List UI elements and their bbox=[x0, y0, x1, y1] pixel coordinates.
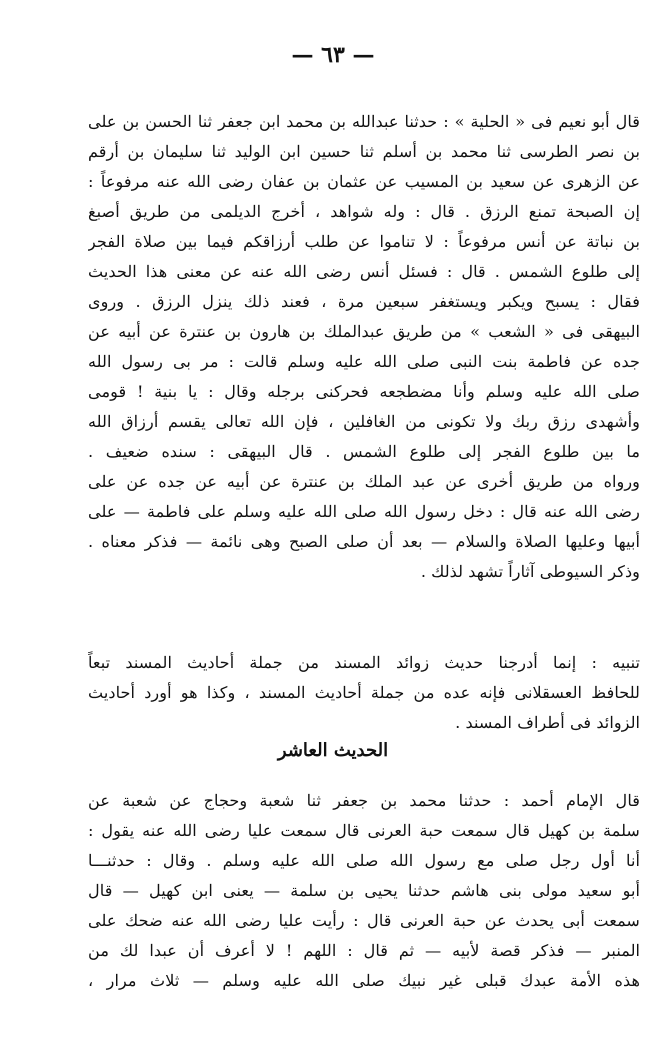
text-line: البيهقى فى « الشعب » من طريق عبدالملك بن هارون بن عنترة عن أبيه عن bbox=[88, 322, 640, 341]
text-line: رضى الله عنه قال : دخل رسول الله صلى الله عليه وسلم على فاطمة — على bbox=[88, 502, 640, 521]
text-line: للحافظ العسقلانى فإنه عده من جملة أحاديث المسند ، وكذا هو أورد أحاديث bbox=[88, 683, 640, 702]
text-line: أبو سعيد مولى بنى هاشم حدثنا يحيى بن سلمة — يعنى ابن كهيل — قال bbox=[88, 881, 640, 900]
hadith-paragraph bbox=[88, 107, 640, 587]
text-line: إن الصبحة تمنع الرزق . قال : وله شواهد ، أخرج الديلمى من طريق أصبغ bbox=[88, 202, 640, 221]
text-line: أبيها وعليها الصلاة والسلام — بعد أن صلى الصبح وهى نائمة — فذكر معناه . bbox=[88, 532, 640, 551]
text-line: قال الإمام أحمد : حدثنا محمد بن جعفر ثنا شعبة وحجاج عن شعبة عن bbox=[88, 791, 640, 810]
text-line: جده عن فاطمة بنت النبى صلى الله عليه وسلم قالت : مر بى رسول الله bbox=[88, 352, 640, 371]
text-line: فقال : يسبح ويكبر ويستغفر سبعين مرة ، فعند ذلك ينزل الرزق . وروى bbox=[88, 292, 640, 311]
text-line: تنبيه : إنما أدرجنا حديث زوائد المسند من جملة أحاديث المسند تبعاً bbox=[88, 653, 640, 672]
text-line: بن نصر الطرسى ثنا محمد بن أسلم ثنا حسين ابن الوليد ثنا سليمان بن أرقم bbox=[88, 142, 640, 161]
text-line: المنبر — فذكر قصة لأبيه — ثم قال : اللهم ! لا أعرف أن عبدا لك من bbox=[88, 941, 640, 960]
page-number: — ٦٣ — bbox=[291, 42, 375, 68]
text-line: الزوائد فى أطراف المسند . bbox=[455, 713, 640, 732]
text-line: صلى الله عليه وسلم وأنا مضطجعه فحركنى برجله وقال : يا بنية ! قومى bbox=[88, 382, 640, 401]
text-line: وأشهدى رزق ربك ولا تكونى من الغافلين ، فإن الله تعالى يقسم أرزاق الله bbox=[88, 412, 640, 431]
text-line: ما بين طلوع الفجر إلى طلوع الشمس . قال البيهقى : سنده ضعيف . bbox=[88, 442, 640, 461]
section-heading: الحديث العاشر bbox=[277, 740, 389, 761]
text-line: أنا أول رجل صلى مع رسول الله صلى الله عليه وسلم . وقال : حدثنـــا bbox=[88, 851, 640, 870]
text-line: قال أبو نعيم فى « الحلية » : حدثنا عبدالله بن محمد ابن جعفر ثنا الحسن بن على bbox=[88, 112, 640, 131]
text-line: وذكر السيوطى آثاراً تشهد لذلك . bbox=[420, 562, 640, 581]
text-line: سمعت أبى يحدث عن حبة العرنى قال : رأيت عليا رضى الله عنه ضحك على bbox=[88, 911, 640, 930]
text-line: بن نباتة عن أنس مرفوعاً : لا تناموا عن طلب أرزاقكم فيما بين صلاة الفجر bbox=[88, 232, 640, 251]
text-line: سلمة بن كهيل قال سمعت حبة العرنى قال سمعت عليا رضى الله عنه يقول : bbox=[88, 821, 640, 840]
text-line: هذه الأمة عبدك قبلى غير نبيك صلى الله عليه وسلم — ثلاث مرار ، bbox=[88, 971, 640, 990]
text-line: ورواه من طريق أخرى عن عبد الملك بن عنترة عن أبيه عن جده عن على bbox=[88, 472, 640, 491]
text-line: عن الزهرى عن سعيد بن المسيب عن عثمان بن عفان رضى الله عنه مرفوعاً : bbox=[88, 172, 640, 191]
tenth-hadith-paragraph bbox=[88, 786, 640, 996]
note-paragraph bbox=[88, 648, 640, 738]
text-line: إلى طلوع الشمس . قال : فسئل أنس رضى الله عنه عن معنى هذا الحديث bbox=[88, 262, 640, 281]
